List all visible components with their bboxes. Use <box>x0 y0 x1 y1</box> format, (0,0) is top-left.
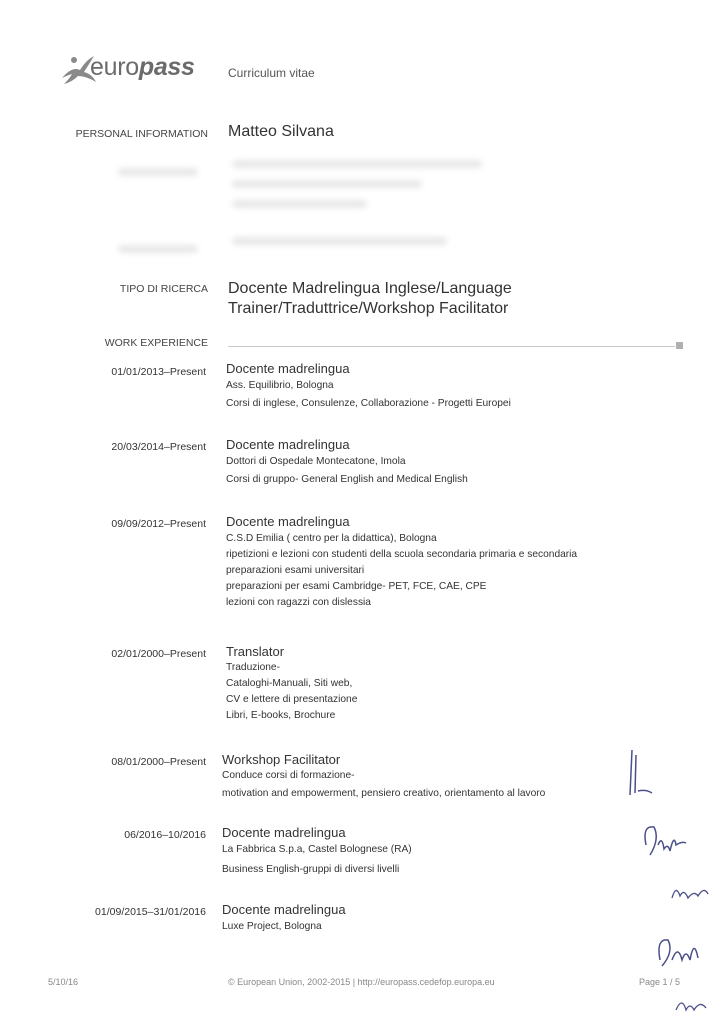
entry-title: Docente madrelingua <box>226 437 350 452</box>
job-search-label: TIPO DI RICERCA <box>119 283 208 295</box>
handwritten-initials-mark <box>668 880 718 910</box>
entry-employer: La Fabbrica S.p.a, Castel Bolognese (RA) <box>222 844 412 855</box>
work-experience-label: WORK EXPERIENCE <box>104 337 208 349</box>
entry-employer: Conduce corsi di formazione- <box>222 770 355 781</box>
entry-title: Workshop Facilitator <box>222 752 341 767</box>
entry-dates: 06/2016–10/2016 <box>124 829 206 841</box>
entry-title: Translator <box>226 644 285 659</box>
redacted-label-line <box>118 245 198 253</box>
entry-dates: 01/09/2015–31/01/2016 <box>95 906 206 918</box>
entry-title: Docente madrelingua <box>222 902 346 917</box>
section-divider-marker <box>676 342 683 349</box>
footer-copyright: © European Union, 2002-2015 | http://europass.cedefop.europa.eu <box>228 977 495 987</box>
redacted-label-line <box>118 168 198 176</box>
entry-dates: 02/01/2000–Present <box>111 648 206 660</box>
person-name: Matteo Silvana <box>228 123 334 140</box>
entry-detail: preparazioni esami universitari <box>226 565 365 576</box>
work-entry <box>226 514 577 608</box>
entry-detail: Business English-gruppi di diversi livelli <box>222 864 400 875</box>
job-search-title-line1: Docente Madrelingua Inglese/Language <box>228 280 512 297</box>
redacted-contact-line <box>232 160 482 168</box>
entry-title: Docente madrelingua <box>226 514 350 529</box>
document-type-label: Curriculum vitae <box>228 66 315 80</box>
entry-employer: C.S.D Emilia ( centro per la didattica), Bologna <box>226 533 437 544</box>
work-entry <box>226 644 357 721</box>
logo-suffix: pass <box>138 53 195 81</box>
redacted-contact-line <box>232 180 422 188</box>
job-search-title <box>228 279 512 319</box>
handwritten-signature-mark <box>650 930 710 975</box>
entry-dates: 08/01/2000–Present <box>111 756 206 768</box>
work-entry <box>226 361 511 409</box>
entry-detail: preparazioni per esami Cambridge- PET, FCE, CAE, CPE <box>226 581 487 592</box>
work-entry <box>226 437 468 485</box>
entry-employer: Dottori di Ospedale Montecatone, Imola <box>226 456 406 467</box>
entry-employer: Ass. Equilibrio, Bologna <box>226 380 334 391</box>
entry-detail: Corsi di inglese, Consulenze, Collaborazione - Progetti Europei <box>226 398 511 409</box>
section-divider <box>228 346 675 347</box>
work-entry <box>222 752 545 799</box>
entry-detail: Libri, E-books, Brochure <box>226 710 336 721</box>
job-search-title-line2: Trainer/Traduttrice/Workshop Facilitator <box>228 300 509 317</box>
entry-dates: 01/01/2013–Present <box>111 366 206 378</box>
footer-page-number: Page 1 / 5 <box>639 977 681 987</box>
handwritten-initials-mark <box>622 745 662 805</box>
footer-date: 5/10/16 <box>48 977 79 987</box>
entry-dates: 09/09/2012–Present <box>111 518 206 530</box>
work-entry <box>222 902 346 932</box>
entry-detail: CV e lettere di presentazione <box>226 694 358 705</box>
redacted-contact-line <box>232 237 447 245</box>
entry-detail: Cataloghi-Manuali, Siti web, <box>226 678 353 689</box>
entry-detail: Corsi di gruppo- General English and Medical English <box>226 474 468 485</box>
personal-information-label: PERSONAL INFORMATION <box>75 128 208 140</box>
handwritten-signature-mark <box>640 815 710 865</box>
logo-prefix: euro <box>90 53 139 81</box>
work-entry <box>222 825 412 875</box>
entry-detail: lezioni con ragazzi con dislessia <box>226 597 371 608</box>
entry-title: Docente madrelingua <box>226 361 350 376</box>
entry-title: Docente madrelingua <box>222 825 346 840</box>
redacted-contact-line <box>232 200 367 208</box>
entry-detail: motivation and empowerment, pensiero creativo, orientamento al lavoro <box>222 788 546 799</box>
logo-wordmark <box>90 53 195 82</box>
entry-employer: Traduzione- <box>226 662 280 673</box>
handwritten-initials-mark <box>672 992 712 1018</box>
entry-dates: 20/03/2014–Present <box>111 441 206 453</box>
entry-detail: ripetizioni e lezioni con studenti della scuola secondaria primaria e secondaria <box>226 549 578 560</box>
entry-employer: Luxe Project, Bologna <box>222 921 322 932</box>
